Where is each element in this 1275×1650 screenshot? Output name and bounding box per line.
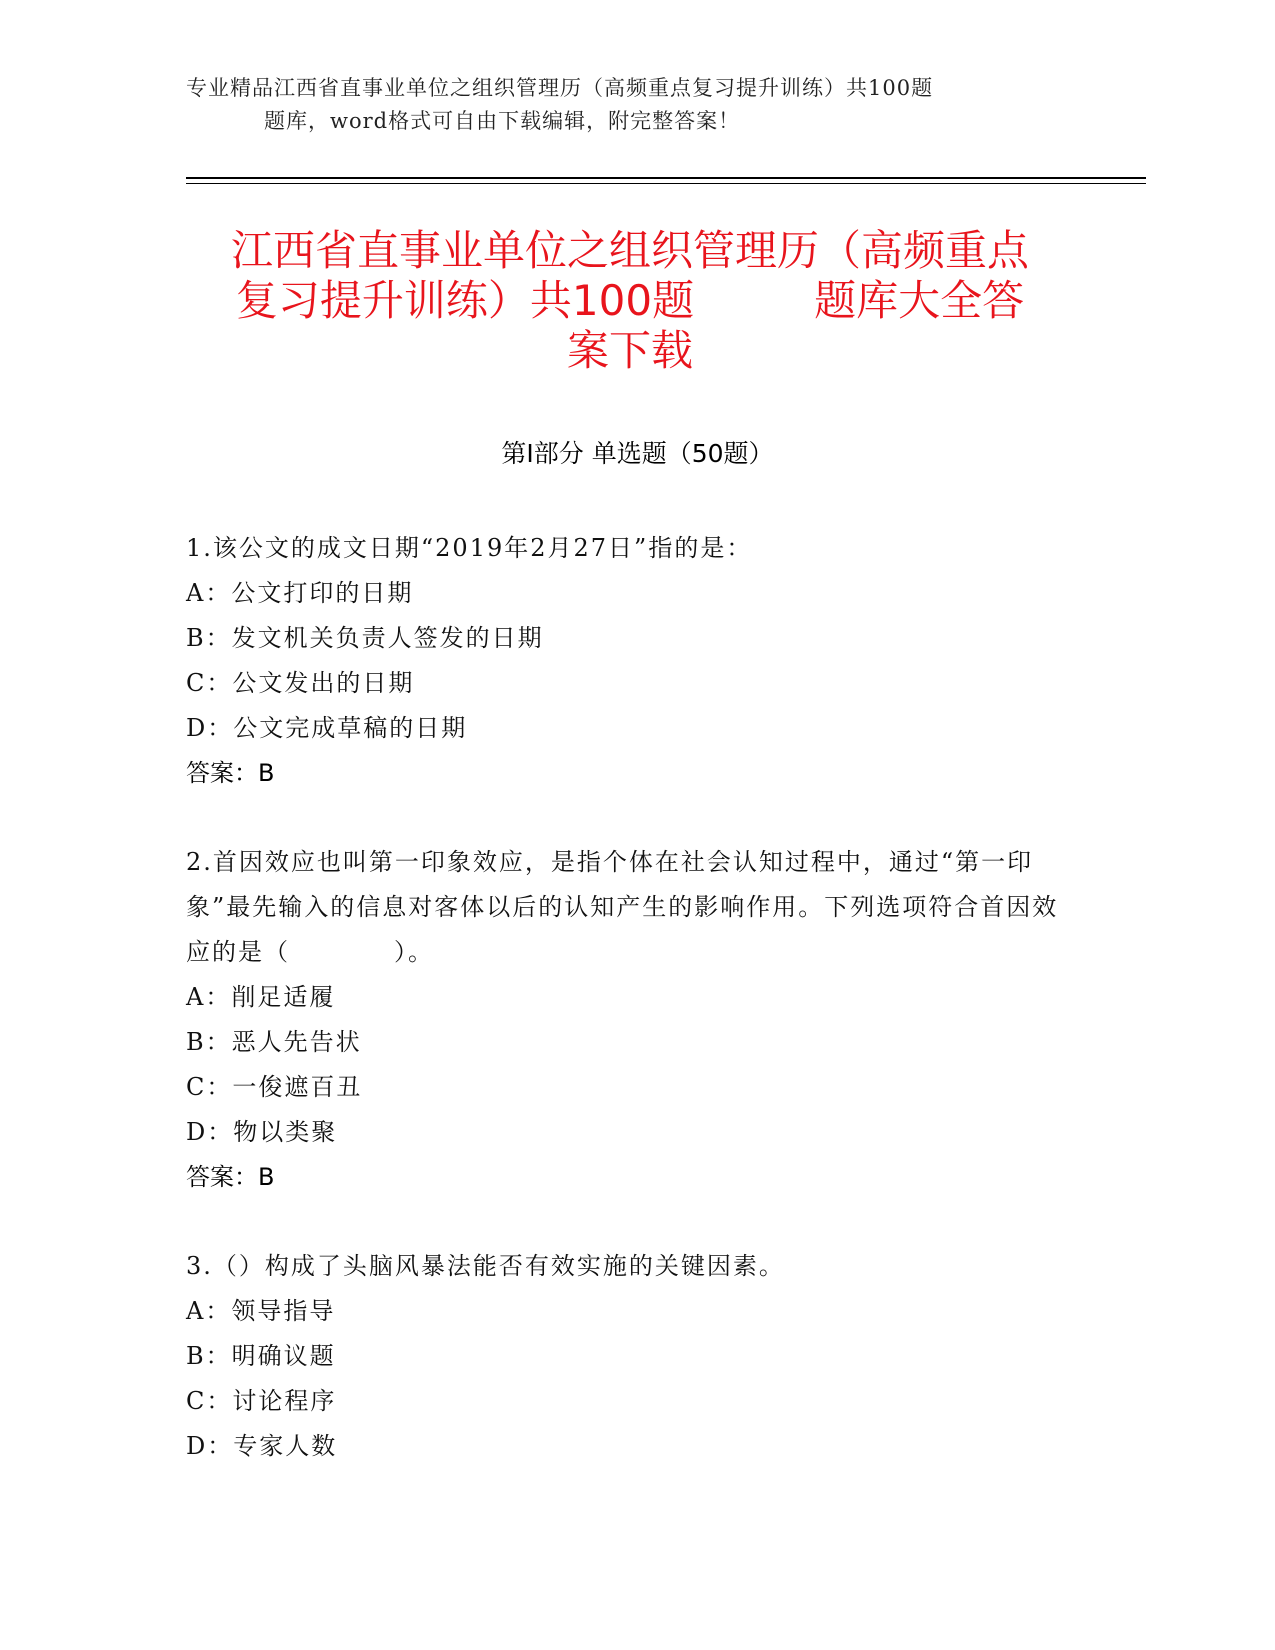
document-title-line2 xyxy=(190,276,1070,326)
document-title-line2b: 题库大全答 xyxy=(814,276,1025,325)
question-option-b: B：恶人先告状 xyxy=(186,1028,362,1056)
header-rule-thick xyxy=(186,177,1146,179)
question-stem: 3.（）构成了头脑风暴法能否有效实施的关键因素。 xyxy=(186,1252,785,1280)
header-note-line1: 专业精品江西省直事业单位之组织管理历（高频重点复习提升训练）共100题 xyxy=(186,76,934,100)
question-option-a: A：削足适履 xyxy=(186,983,336,1011)
document-title-line1: 江西省直事业单位之组织管理历（高频重点 xyxy=(230,226,1029,275)
question-answer: 答案：B xyxy=(186,759,275,787)
question-option-c: C：公文发出的日期 xyxy=(186,669,415,697)
document-title-line3: 案下载 xyxy=(566,326,693,375)
question-option-b: B：明确议题 xyxy=(186,1342,336,1370)
question-option-c: C：讨论程序 xyxy=(186,1387,337,1415)
question-option-a: A：领导指导 xyxy=(186,1297,336,1325)
question-option-b: B：发文机关负责人签发的日期 xyxy=(186,624,544,652)
question-option-d: D：专家人数 xyxy=(186,1432,338,1460)
question-option-d: D：公文完成草稿的日期 xyxy=(186,714,468,742)
question-list xyxy=(186,526,1066,1513)
question-stem: 2.首因效应也叫第一印象效应，是指个体在社会认知过程中，通过“第一印象”最先输入的信息对客体以后的认知产生的影响作用。下列选项符合首因效应的是（ ）。 xyxy=(186,848,1059,966)
header-note xyxy=(186,72,1066,138)
question-stem: 1.该公文的成文日期“2019年2月27日”指的是： xyxy=(186,534,753,562)
question-option-d: D：物以类聚 xyxy=(186,1118,338,1146)
question-option-c: C：一俊遮百丑 xyxy=(186,1073,363,1101)
question-option-a: A：公文打印的日期 xyxy=(186,579,414,607)
question-item xyxy=(186,840,1066,1200)
header-note-line2: 题库，word格式可自由下载编辑，附完整答案！ xyxy=(264,109,741,133)
document-title-line2a: 复习提升训练）共100题 xyxy=(235,276,695,325)
question-answer: 答案：B xyxy=(186,1163,275,1191)
question-item xyxy=(186,1244,1066,1469)
header-rule-thin xyxy=(186,183,1146,184)
document-title xyxy=(190,226,1070,376)
question-item xyxy=(186,526,1066,796)
section-title: 第Ⅰ部分 单选题（50题） xyxy=(501,439,774,468)
